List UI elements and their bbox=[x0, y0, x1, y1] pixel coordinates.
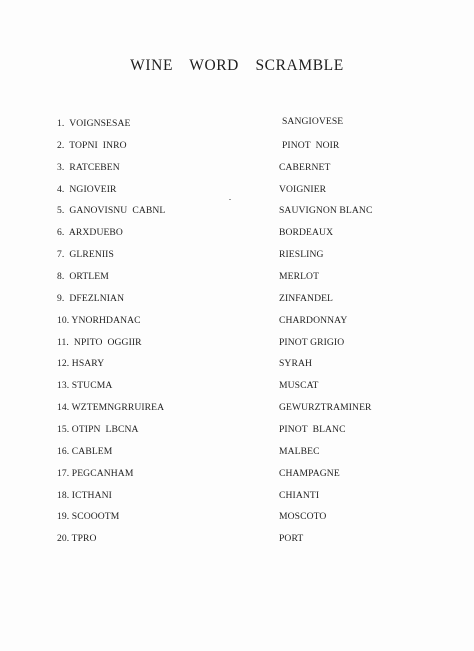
scrambled-word-2: 2. TOPNI INRO bbox=[57, 139, 127, 151]
answer-word-15: PINOT BLANC bbox=[279, 423, 346, 435]
answer-word-6: BORDEAUX bbox=[279, 227, 334, 239]
answer-word-19: MOSCOTO bbox=[279, 511, 327, 523]
scrambled-word-6: 6. ARXDUEBO bbox=[57, 227, 123, 239]
scrambled-word-1: 1. VOIGNSESAE bbox=[57, 118, 131, 129]
answer-word-13: MUSCAT bbox=[279, 380, 319, 392]
scrambled-word-7: 7. GLRENIIS bbox=[57, 249, 114, 261]
answer-word-14: GEWURZTRAMINER bbox=[279, 402, 372, 414]
answer-word-12: SYRAH bbox=[279, 358, 313, 370]
answer-word-1: SANGIOVESE bbox=[282, 116, 344, 127]
scrambled-word-13: 13. STUCMA bbox=[57, 380, 113, 392]
scrambled-word-18: 18. ICTHANI bbox=[57, 489, 112, 501]
answer-word-11: PINOT GRIGIO bbox=[279, 336, 345, 348]
answer-word-10: CHARDONNAY bbox=[279, 314, 348, 326]
answer-word-16: MALBEC bbox=[279, 445, 320, 457]
answer-word-7: RIESLING bbox=[279, 249, 324, 261]
answer-word-4: VOIGNIER bbox=[279, 183, 327, 195]
answer-word-5: SAUVIGNON BLANC bbox=[279, 205, 373, 217]
scrambled-word-16: 16. CABLEM bbox=[57, 445, 113, 457]
answer-word-9: ZINFANDEL bbox=[279, 292, 334, 304]
scrambled-word-15: 15. OTIPN LBCNA bbox=[57, 423, 139, 435]
scrambled-word-11: 11. NPITO OGGIIR bbox=[57, 336, 142, 348]
scrambled-word-20: 20. TPRO bbox=[57, 533, 97, 545]
paper-speck bbox=[229, 199, 231, 200]
answer-word-2: PINOT NOIR bbox=[282, 139, 340, 151]
scrambled-word-4: 4. NGIOVEIR bbox=[57, 183, 117, 195]
scrambled-word-17: 17. PEGCANHAM bbox=[57, 467, 134, 479]
scrambled-word-5: 5. GANOVISNU CABNL bbox=[57, 205, 166, 217]
answer-word-3: CABERNET bbox=[279, 161, 331, 173]
scrambled-word-12: 12. HSARY bbox=[57, 358, 105, 370]
scrambled-word-19: 19. SCOOOTM bbox=[57, 511, 120, 523]
scrambled-word-14: 14. WZTEMNGRRUIREA bbox=[57, 402, 165, 414]
answer-word-17: CHAMPAGNE bbox=[279, 467, 340, 479]
answer-word-8: MERLOT bbox=[279, 271, 320, 282]
answer-word-20: PORT bbox=[279, 533, 304, 545]
answer-word-18: CHIANTI bbox=[279, 489, 320, 501]
scrambled-word-9: 9. DFEZLNIAN bbox=[57, 292, 125, 304]
scrambled-word-8: 8. ORTLEM bbox=[57, 271, 109, 282]
scrambled-word-3: 3. RATCEBEN bbox=[57, 161, 120, 173]
worksheet-title: WINE WORD SCRAMBLE bbox=[130, 57, 344, 74]
scrambled-word-10: 10. YNORHDANAC bbox=[57, 314, 141, 326]
